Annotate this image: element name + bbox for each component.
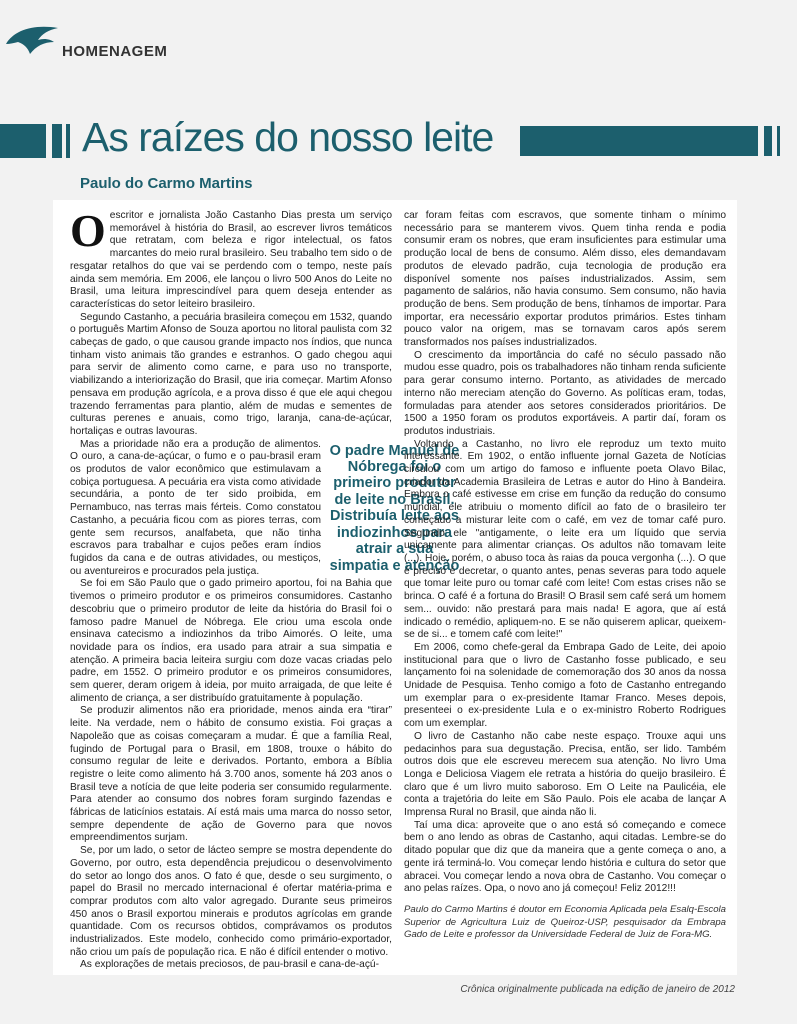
bar-segment <box>777 126 780 156</box>
author-bio: Paulo do Carmo Martins é doutor em Economia Aplicada pela Esalq-Escola Superior de Agricultura Luiz de Queiroz-USP, pesquisador da Embrapa Gado de Leite e professor da Universidade Federal de Juiz de Fora-MG. <box>404 903 726 941</box>
article-column-left <box>70 205 460 972</box>
section-label: HOMENAGEM <box>62 43 168 60</box>
paragraph: Voltando a Castanho, no livro ele reproduz um texto muito interessante. Em 1902, o então influente jornal Gazeta de Notícias circulou com um artigo do famoso e influente poeta Olavo Bilac, criador da Academia Brasileira de Letras e autor do Hino à Bandeira. Embora o café estivesse em crise em função da redução do consumo mundial, ele atribuiu o momento difícil ao fato de o brasileiro ter começado a misturar leite com o café, em vez de tomar café puro. Segundo ele "antigamente, o leite era um líquido que servia unicamente para alimentar crianças. Os adultos não tomavam leite (...). Hoje, porém, o abuso toca às raias da pouca vergonha (...). O que é preciso é decretar, o quanto antes, penas severas para todo aquele que tomar leite puro ou tomar café com leite! Com estas crises não se brinca. O café é a fortuna do Brasil! O Brasil sem café será um homem sem... ouvido: não prestará para mais nada! E agora, que aí está indicado o remédio, apliquem-no. E se não quiserem aplicar, queixem-se de si... e tomem café com leite!" <box>404 438 726 641</box>
bar-segment <box>0 124 46 158</box>
bar-segment <box>66 124 70 158</box>
bar-segment <box>520 126 758 156</box>
paragraph: Em 2006, como chefe-geral da Embrapa Gado de Leite, dei apoio institucional para que o livro de Castanho fosse publicado, e seu lançamento foi na solenidade de comemoração dos 30 anos da nossa Unidade de Pesquisa. Tenho comigo a foto de Castanho entregando um exemplar para o ex-presidente Itamar Franco. Meses depois, presenteei o ex-presidente Lula e o ex-ministro Roberto Rodrigues com um exemplar. <box>404 641 726 730</box>
paragraph: O livro de Castanho não cabe neste espaço. Trouxe aqui uns pedacinhos para sua degustação. Precisa, então, ser lido. Também outros dois que ele escreveu merecem sua atenção. No livro Uma Longa e Deliciosa Viagem ele retrata a história do queijo brasileiro. É claro que é um livro muito saboroso. Em O Leite na Paulicéia, ele conta a trajetória do leite em São Paulo. Pois ele acaba de lançar A Imprensa Rural no Brasil, que ainda não li. <box>404 730 726 819</box>
paragraph: O escritor e jornalista João Castanho Dias presta um serviço memorável à história do Brasil, ao escrever livros temáticos que retratam, com beleza e rigor intelectual, os fatos marcantes do meio rural brasileiro. Seu trabalho tem sido o de resgatar retalhos do que vai se perdendo com o tempo, neste país ainda sem memória. Em 2006, ele lançou o livro 500 Anos do Leite no Brasil, uma leitura imprescindível para quem deseja entender as características do setor leiteiro brasileiro. <box>70 205 392 310</box>
drop-cap: O <box>70 205 106 256</box>
bar-segment <box>764 126 772 156</box>
publication-credit: Crônica originalmente publicada na edição de janeiro de 2012 <box>460 984 735 995</box>
paragraph: Se foi em São Paulo que o gado primeiro aportou, foi na Bahia que tivemos o primeiro produtor e os primeiros consumidores. Castanho descobriu que o primeiro produtor de leite da história do Brasil foi o famoso padre Manuel de Nóbrega. Ele criou uma escola onde ensinava catecismo a indiozinhos da tribo Aimorés. O leite, uma novidade para os índios, era usado para atrair a sua simpatia e atenção. A primeira bacia leiteira surgiu com doze vacas criadas pelo padre, em 1552. O primeiro produtor e os primeiros consumidores, sem querer, deram origem à ideia, por muito arraigada, de que leite é alimento de criança, a ser distribuído gratuitamente à população. <box>70 578 392 704</box>
paragraph: O crescimento da importância do café no século passado não mudou esse quadro, pois os trabalhadores não tinham renda suficiente para gerar consumo interno. Portanto, as atividades de mercado interno não mereciam atenção do Governo. As políticas eram, todas, formuladas para atender aos setores considerados prioritários. De 1500 a 1950 foram os produtos exportáveis. A partir daí, foram os produtos industriais. <box>404 349 726 437</box>
article-author: Paulo do Carmo Martins <box>80 175 253 192</box>
bar-segment <box>52 124 62 158</box>
paragraph: Se, por um lado, o setor de lácteo sempre se mostra dependente do Governo, por outro, esta dependência prejudicou o desenvolvimento do setor ao longo dos anos. O fato é que, desde o seu surgimento, o papel do Brasil no mercado internacional é ofertar matéria-prima e comprar produtos com alto valor agregado. Durante seus primeiros 450 anos o Brasil exportou minerais e produtos agrícolas em grande quantidade. Com os recursos obtidos, comprávamos os produtos industrializados. Este modelo, conhecido como primário-exportador, não criou um país de população rica. E não é difícil entender o motivo. <box>70 845 392 958</box>
article-title: As raízes do nosso leite <box>80 114 501 161</box>
paragraph: Se produzir alimentos não era prioridade, menos ainda era “tirar” leite. Na verdade, nem o hábito de consumo existia. Foi graças a Napoleão que as coisas começaram a mudar. É que a família Real, fugindo de Portugal para o Brasil, em 1808, trouxe o hábito do consumo regular de leite e derivados. Portanto, embora a Bíblia registre o leite como alimento há 3.700 anos, somente há 203 anos o Brasil teve a notícia de que leite poderia ser consumido regularmente. Para atender ao consumo dos nobres foram surgindo fazendas e fábricas de laticínios estatais. Aí está mais uma marca do nosso setor, sempre dependente de ação de Governo para que novos empreendimentos surjam. <box>70 705 392 844</box>
article-column-right <box>404 210 726 942</box>
paragraph: car foram feitas com escravos, que somente tinham o mínimo necessário para se manterem vivos. Quem tinha renda e podia consumir eram os nobres, que eram insuficientes para estimular uma produção local de bens de consumo. Além disso, eles demandavam produtos de elevado padrão, cuja tecnologia de produção era disponível somente nos países industrializados. Assim, sem pagamento de salários, não havia consumo. Sem consumo, não havia produção de bens. Sem produção de bens, tínhamos de importar. Para importar, era necessário exportar produtos primários. Estes tinham pouco valor na origem, mas se tornavam caros após serem transformados nos países industrializados. <box>404 210 726 349</box>
pull-quote: O padre Manuel de Nóbrega foi o primeiro produtor de leite no Brasil. Distribuía leite aos indiozinhos para atrair a sua simpatia e atenção <box>329 442 460 574</box>
paragraph: Mas a prioridade não era a produção de alimentos. O ouro, a cana-de-açúcar, o fumo e o pau-brasil eram os produtos de valor econômico que estimulavam a cobiça portuguesa. A pecuária era vista como atividade secundária, a ponto de ter sido proibida, em Pernambuco, nas terras mais férteis. Como constatou Castanho, a pecuária ficou com as piores terras, com gente sem recursos, analfabeta, que não tinha escravos para trabalhar e cujos peões eram índios fugidos da cana e de outras atividades, ou mestiços, ou aventureiros e procurados pela justiça. <box>70 438 321 577</box>
paragraph: Segundo Castanho, a pecuária brasileira começou em 1532, quando o português Martim Afonso de Souza aportou no litoral paulista com 32 cabeças de gado, o que causou grande impacto nos índios, que nunca tinham visto animais tão grandes e estranhos. O gado chegou aqui para servir de alimento como carne, e para uso no transporte, viabilizando a interiorização do Brasil, que iria começar. Martim Afonso pensava em produção agrícola, e a prova disso é que ele aqui chegou trazendo ferramentas para plantio, além de mudas e sementes de culturas perenes e anuais, como trigo, laranja, cana-de-açúcar, hortaliças e outras lavouras. <box>70 311 392 437</box>
paragraph: Taí uma dica: aproveite que o ano está só começando e comece bem o ano lendo as obras de Castanho, aqui citadas. Lembre-se do ditado popular que diz que da maneira que a gente começa o ano, a gente irá terminá-lo. Vou começar lendo história e cultura do setor que abracei. Vou começar lendo a nova obra de Castanho. Vou começar o ano pelas raízes. Opa, o novo ano já começou! Feliz 2012!!! <box>404 819 726 895</box>
paragraph: As explorações de metais preciosos, de pau-brasil e cana-de-açú- <box>80 959 379 971</box>
bird-logo-icon <box>4 22 60 58</box>
